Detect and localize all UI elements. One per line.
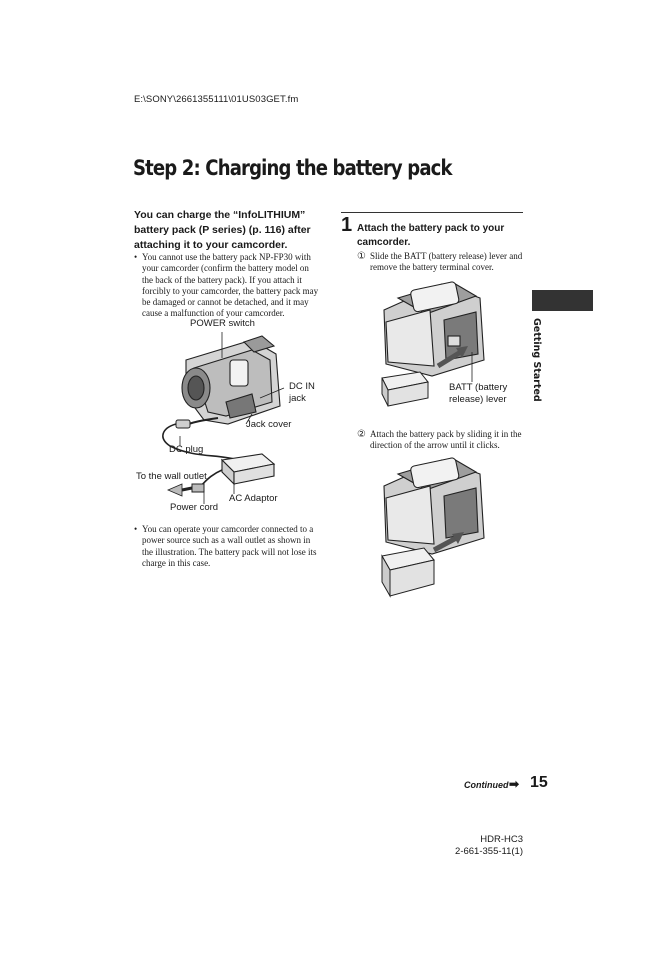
label-dc-plug: DC plug [169,444,204,455]
label-power-cord: Power cord [170,502,219,513]
bullet-icon: • [134,524,138,534]
circled-two-icon: ② [357,429,366,440]
bullet-icon: • [134,252,138,262]
step-rule [341,212,523,213]
sub-step-1 [357,251,525,274]
bullet-note-2 [134,524,320,569]
page-title: Step 2: Charging the battery pack [133,156,452,180]
label-dc-in-jack: DC IN jack [289,381,315,404]
page-number: 15 [530,774,548,791]
bullet-note-1 [134,252,320,320]
sub-step-text: Attach the battery pack by sliding it in the direction of the arrow until it clicks. [370,429,522,451]
arrow-right-icon: ➡ [509,777,520,791]
step-instruction: Attach the battery pack to your camcorder. [357,223,505,248]
section-tab [532,290,593,311]
label-batt-lever: BATT (battery release) lever [449,382,508,405]
label-to-wall-outlet: To the wall outlet [136,471,207,482]
sub-step-2 [357,429,527,452]
section-heading: You can charge the “InfoLITHIUM” battery pack (P series) (p. 116) after attaching it to your camcorder. [134,209,311,251]
label-ac-adaptor: AC Adaptor [229,493,278,504]
circled-one-icon: ① [357,251,366,262]
ac-adaptor-illustration [134,318,334,518]
label-power-switch: POWER switch [190,318,255,329]
bullet-text: You can operate your camcorder connected to a power source such as a wall outlet as shown in the illustration. The battery pack will not lose its charge in this case. [142,524,317,568]
file-path: E:\SONY\2661355111\01US03GET.fm [134,94,299,105]
model-number: HDR-HC3 [480,834,523,845]
part-number: 2-661-355-11(1) [455,846,523,857]
bullet-text: You cannot use the battery pack NP-FP30 with your camcorder (confirm the battery model on the back of the battery pack). If you attach it forcibly to your camcorder, the battery pack may be damaged or cannot be detached, and it may cause a malfunction of your camcorder. [142,252,319,319]
label-jack-cover: Jack cover [246,419,292,430]
step-number: 1 [341,214,353,236]
attach-battery-illustration [372,456,492,606]
sub-step-text: Slide the BATT (battery release) lever and remove the battery terminal cover. [370,251,523,273]
section-tab-label: Getting Started [531,318,542,402]
continued-label: Continued [464,780,509,790]
